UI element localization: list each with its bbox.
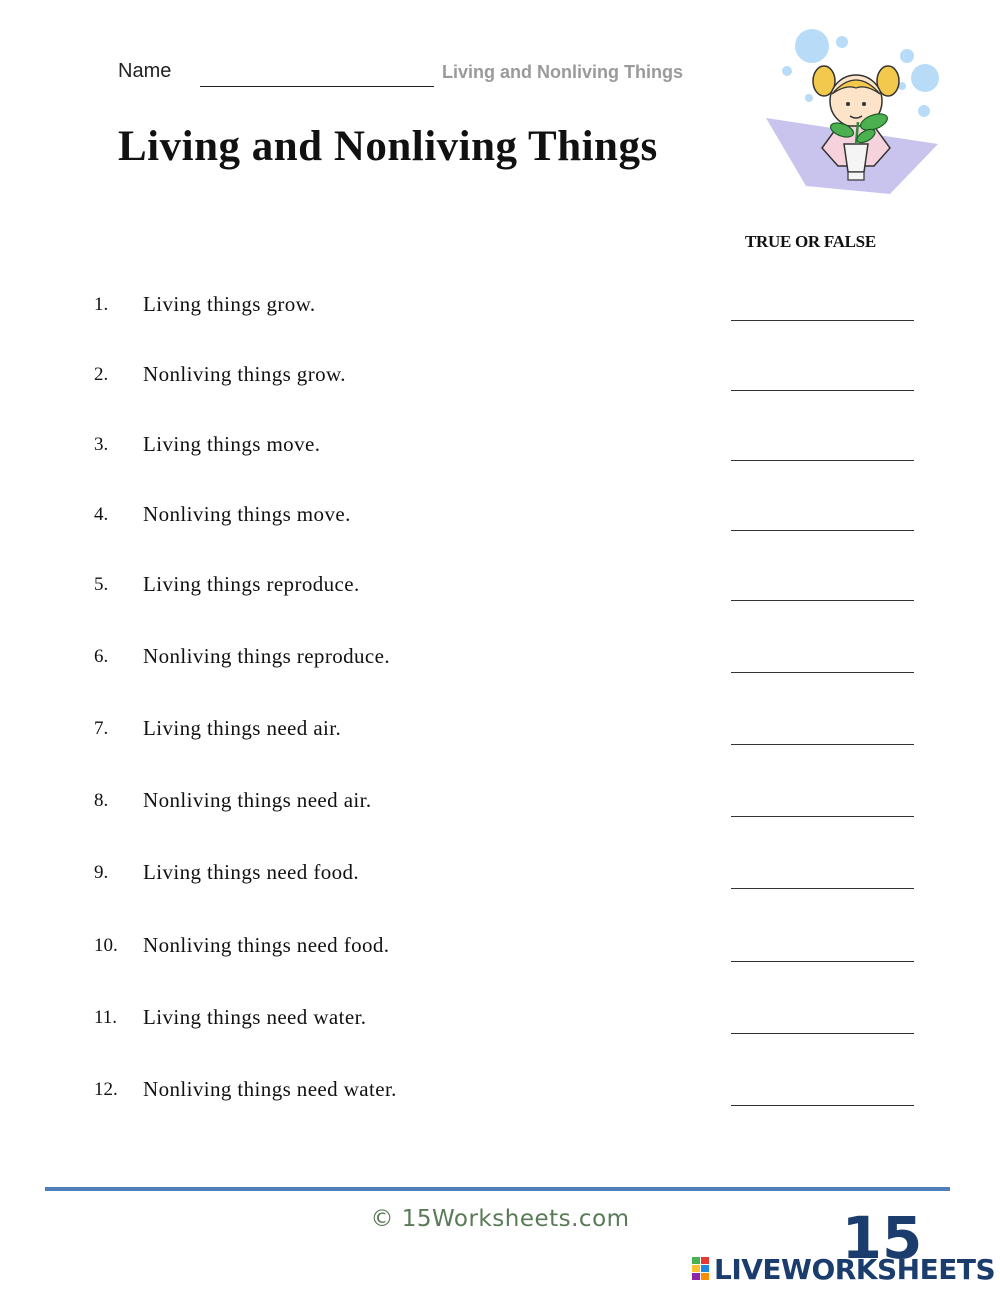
answer-line[interactable] <box>731 888 914 889</box>
question-item <box>0 935 1000 975</box>
answer-line[interactable] <box>731 744 914 745</box>
question-text: Nonliving things move. <box>143 502 351 526</box>
question-text: Nonliving things need food. <box>143 933 390 957</box>
answer-line[interactable] <box>731 1033 914 1034</box>
true-or-false-header: TRUE OR FALSE <box>745 232 876 251</box>
question-number: 2. <box>94 364 109 385</box>
answer-line[interactable] <box>731 816 914 817</box>
question-text: Living things reproduce. <box>143 572 360 596</box>
question-item <box>0 294 1000 334</box>
question-number: 8. <box>94 790 109 811</box>
question-number: 11. <box>94 1007 118 1028</box>
girl-with-plant-icon <box>762 26 944 198</box>
question-item <box>0 434 1000 474</box>
answer-line[interactable] <box>731 530 914 531</box>
question-number: 1. <box>94 294 109 315</box>
answer-line[interactable] <box>731 460 914 461</box>
badge-number: 15 <box>841 1204 923 1272</box>
question-number: 7. <box>94 718 109 739</box>
letter-blocks-icon <box>692 1257 710 1281</box>
question-item <box>0 718 1000 758</box>
question-item <box>0 504 1000 544</box>
question-item <box>0 1007 1000 1047</box>
question-text: Nonliving things reproduce. <box>143 644 391 668</box>
answer-line[interactable] <box>731 320 914 321</box>
question-text: Living things need food. <box>143 860 360 884</box>
answer-line[interactable] <box>731 672 914 673</box>
question-number: 4. <box>94 504 109 525</box>
question-text: Living things need air. <box>143 716 342 740</box>
question-text: Living things need water. <box>143 1005 367 1029</box>
question-number: 6. <box>94 646 109 667</box>
footer-copyright: © 15Worksheets.com <box>370 1206 630 1232</box>
answer-line[interactable] <box>731 961 914 962</box>
name-input-line[interactable] <box>200 86 434 87</box>
question-item <box>0 862 1000 902</box>
question-item <box>0 790 1000 830</box>
question-number: 5. <box>94 574 109 595</box>
question-number: 9. <box>94 862 109 883</box>
question-text: Nonliving things need air. <box>143 788 372 812</box>
name-label: Name <box>118 60 172 82</box>
question-text: Living things move. <box>143 432 321 456</box>
question-number: 10. <box>94 935 118 956</box>
answer-line[interactable] <box>731 600 914 601</box>
question-item <box>0 364 1000 404</box>
answer-line[interactable] <box>731 390 914 391</box>
question-item <box>0 1079 1000 1119</box>
question-number: 3. <box>94 434 109 455</box>
answer-line[interactable] <box>731 1105 914 1106</box>
question-text: Nonliving things grow. <box>143 362 346 386</box>
brand-name: LIVEWORKSHEETS <box>714 1252 996 1286</box>
page-title: Living and Nonliving Things <box>118 123 658 170</box>
question-item <box>0 646 1000 686</box>
footer-divider <box>45 1187 950 1191</box>
header-subtitle: Living and Nonliving Things <box>442 62 683 82</box>
question-item <box>0 574 1000 614</box>
liveworksheets-logo[interactable] <box>692 1252 995 1286</box>
question-number: 12. <box>94 1079 118 1100</box>
question-text: Nonliving things need water. <box>143 1077 397 1101</box>
question-text: Living things grow. <box>143 292 316 316</box>
